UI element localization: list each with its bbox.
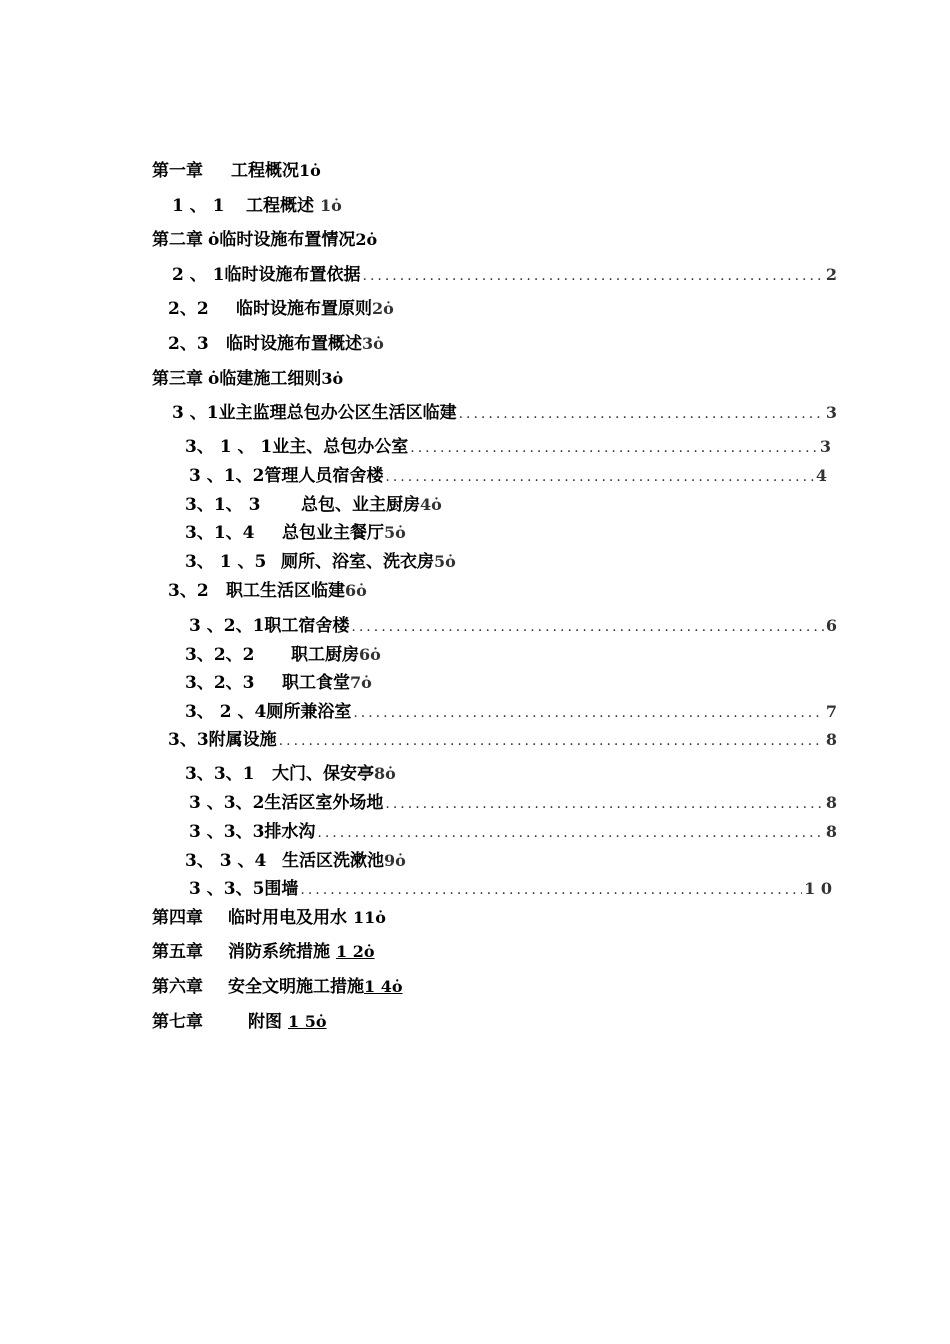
toc-leader-dots [317, 822, 823, 844]
toc-entry-page: 3 [825, 403, 837, 422]
toc-entry-page: 7 [825, 702, 837, 721]
toc-leader-dots [300, 879, 802, 901]
toc-entry-label: 2 、 1 [172, 265, 225, 285]
toc-entry-title: 生活区室外场地 [264, 793, 384, 813]
toc-leader-dots [459, 403, 824, 425]
toc-entry-label: 3、 3 、4 [185, 851, 267, 871]
toc-entry-label: 第一章 [152, 161, 203, 181]
toc-entry-mark: ȯ [310, 161, 321, 180]
toc-entry-title: ȯ临时设施布置情况 [208, 230, 356, 250]
toc-entry-mark: ȯ [391, 977, 403, 996]
toc-entry-page: 6 [345, 581, 357, 600]
toc-entry-label: 第五章 [152, 942, 203, 962]
toc-entry-3-1-5[interactable] [185, 551, 456, 573]
toc-entry-mark: ȯ [356, 581, 367, 600]
toc-entry-label: 2、2 [168, 299, 209, 319]
toc-entry-title: 职工生活区临建 [226, 581, 345, 601]
toc-entry-label: 3 、1、2 [189, 466, 265, 486]
toc-entry-label: 3 、1 [172, 403, 219, 423]
toc-entry-title: 职工宿舍楼 [264, 616, 350, 636]
toc-entry-mark: ȯ [375, 908, 386, 927]
toc-entry-title: 大门、保安亭 [272, 764, 374, 784]
toc-entry-3-2-4[interactable] [185, 701, 837, 724]
toc-entry-label: 3、2、3 [185, 673, 255, 693]
toc-leader-dots [363, 265, 824, 287]
toc-leader-dots [351, 616, 823, 638]
toc-entry-mark: ȯ [331, 196, 342, 215]
toc-entry-mark: ȯ [370, 645, 381, 664]
toc-entry-title: 附属设施 [208, 730, 277, 750]
toc-entry-2-3[interactable] [168, 333, 384, 355]
toc-entry-chapter-1[interactable] [152, 160, 321, 182]
toc-entry-label: 3、1、4 [185, 523, 255, 543]
toc-entry-chapter-3[interactable] [152, 368, 343, 390]
toc-entry-2-1[interactable] [172, 264, 837, 287]
toc-entry-label: 3 、3、3 [189, 822, 265, 842]
toc-entry-label: 3 、2、1 [189, 616, 265, 636]
toc-entry-3-1-4[interactable] [185, 522, 406, 544]
toc-entry-label: 3、3、1 [185, 764, 255, 784]
toc-entry-title: 围墙 [264, 879, 299, 899]
toc-entry-mark: ȯ [332, 369, 344, 388]
toc-entry-page: 1 0 [804, 879, 832, 898]
toc-entry-label: 3、 2 、4 [185, 702, 267, 722]
toc-entry-chapter-4[interactable] [152, 907, 386, 929]
toc-entry-title: 生活区洗漱池 [282, 851, 384, 871]
toc-entry-page: 5 [434, 552, 446, 571]
toc-entry-label: 第七章 [152, 1012, 203, 1032]
toc-entry-page: 2 [825, 265, 837, 284]
toc-entry-label: 第六章 [152, 977, 203, 997]
toc-entry-mark: ȯ [315, 1012, 327, 1031]
toc-entry-label: 3、2、2 [185, 645, 255, 665]
toc-entry-page: 6 [825, 616, 837, 635]
toc-entry-3-3-5[interactable] [189, 878, 832, 901]
toc-entry-mark: ȯ [383, 299, 394, 318]
toc-entry-3-3-3[interactable] [189, 821, 837, 844]
toc-entry-title: 消防系统措施 [228, 942, 330, 962]
toc-leader-dots [353, 702, 824, 724]
toc-entry-title: 工程概况 [231, 161, 299, 181]
toc-entry-3-2[interactable] [168, 580, 367, 602]
toc-entry-3-1[interactable] [172, 402, 837, 425]
toc-entry-page: 8 [825, 822, 837, 841]
toc-entry-title: 总包业主餐厅 [282, 523, 384, 543]
toc-entry-title: 职工食堂 [282, 673, 350, 693]
toc-leader-dots [410, 437, 818, 459]
toc-entry-mark: ȯ [373, 334, 384, 353]
toc-entry-3-2-1[interactable] [189, 615, 837, 638]
toc-entry-page: 8 [825, 793, 837, 812]
toc-entry-page: 9 [384, 851, 396, 870]
toc-entry-page: 8 [825, 730, 837, 749]
toc-leader-dots [385, 466, 813, 488]
toc-entry-page: 4 [815, 466, 827, 485]
toc-entry-label: 第二章 [152, 230, 203, 250]
toc-entry-3-1-1[interactable] [185, 436, 831, 459]
toc-entry-title: 厕所兼浴室 [266, 702, 352, 722]
toc-entry-title: 职工厨房 [291, 645, 359, 665]
toc-entry-page: 11 [353, 908, 376, 927]
toc-entry-3-3-1[interactable] [185, 763, 396, 785]
toc-entry-label: 第四章 [152, 908, 203, 928]
toc-entry-mark: ȯ [361, 673, 372, 692]
toc-entry-title: 附图 [248, 1012, 282, 1032]
toc-entry-chapter-5[interactable] [152, 941, 375, 963]
toc-entry-label: 3、3 [168, 730, 209, 750]
toc-entry-page: 6 [359, 645, 371, 664]
toc-entry-mark: ȯ [363, 942, 375, 961]
toc-entry-page: 5 [384, 523, 396, 542]
toc-entry-page: 1 5 [288, 1012, 316, 1031]
toc-entry-chapter-2[interactable] [152, 229, 377, 251]
toc-entry-page: 4 [420, 495, 432, 514]
toc-entry-page: 1 [320, 196, 332, 215]
toc-entry-title: 临时设施布置原则 [236, 299, 372, 319]
toc-entry-title: 排水沟 [264, 822, 316, 842]
toc-entry-page: 1 4 [364, 977, 392, 996]
toc-entry-title: 安全文明施工措施 [228, 977, 364, 997]
toc-entry-chapter-7[interactable] [152, 1011, 327, 1033]
toc-entry-title: 业主、总包办公室 [272, 437, 409, 457]
toc-entry-title: 总包、业主厨房 [301, 495, 420, 515]
toc-entry-page: 8 [374, 764, 386, 783]
toc-entry-title: 临时设施布置依据 [224, 265, 361, 285]
toc-entry-3-2-2[interactable] [185, 644, 381, 666]
toc-entry-mark: ȯ [395, 851, 406, 870]
toc-entry-label: 3 、3、2 [189, 793, 265, 813]
toc-entry-page: 3 [362, 334, 374, 353]
toc-entry-page: 3 [321, 369, 333, 388]
toc-entry-3-3-4[interactable] [185, 850, 406, 872]
toc-entry-label: 第三章 [152, 369, 203, 389]
toc-entry-1-1[interactable] [172, 195, 342, 217]
toc-entry-title: 管理人员宿舍楼 [264, 466, 384, 486]
toc-entry-mark: ȯ [395, 523, 406, 542]
toc-entry-2-2[interactable] [168, 298, 394, 320]
toc-entry-title: 工程概述 [246, 196, 314, 216]
toc-entry-label: 3、 1 、5 [185, 552, 267, 572]
toc-entry-label: 2、3 [168, 334, 209, 354]
toc-entry-label: 3、2 [168, 581, 209, 601]
toc-entry-3-2-3[interactable] [185, 672, 372, 694]
toc-entry-page: 1 [299, 161, 311, 180]
toc-entry-page: 1 2 [336, 942, 364, 961]
toc-entry-mark: ȯ [431, 495, 442, 514]
toc-entry-label: 3、 1 、 1 [185, 437, 273, 457]
toc-entry-label: 1 、 1 [172, 196, 225, 216]
toc-leader-dots [385, 793, 823, 815]
toc-entry-page: 3 [819, 437, 831, 456]
toc-entry-3-3-2[interactable] [189, 792, 837, 815]
toc-entry-3-3[interactable] [168, 729, 837, 752]
toc-entry-title: 厕所、浴室、洗衣房 [281, 552, 434, 572]
toc-entry-label: 3 、3、5 [189, 879, 265, 899]
toc-entry-3-1-3[interactable] [185, 494, 442, 516]
toc-entry-mark: ȯ [445, 552, 456, 571]
toc-entry-title: 临时用电及用水 [228, 908, 347, 928]
toc-entry-title: 业主监理总包办公区生活区临建 [218, 403, 457, 423]
toc-entry-chapter-6[interactable] [152, 976, 403, 998]
toc-entry-mark: ȯ [385, 764, 396, 783]
toc-leader-dots [279, 730, 824, 752]
toc-entry-title: 临时设施布置概述 [226, 334, 362, 354]
toc-entry-page: 2 [355, 230, 367, 249]
toc-entry-page: 7 [350, 673, 362, 692]
toc-entry-page: 2 [372, 299, 384, 318]
toc-entry-label: 3、1、 3 [185, 495, 261, 515]
toc-entry-mark: ȯ [366, 230, 378, 249]
toc-entry-title: ȯ临建施工细则 [208, 369, 322, 389]
toc-entry-3-1-2[interactable] [189, 465, 827, 488]
